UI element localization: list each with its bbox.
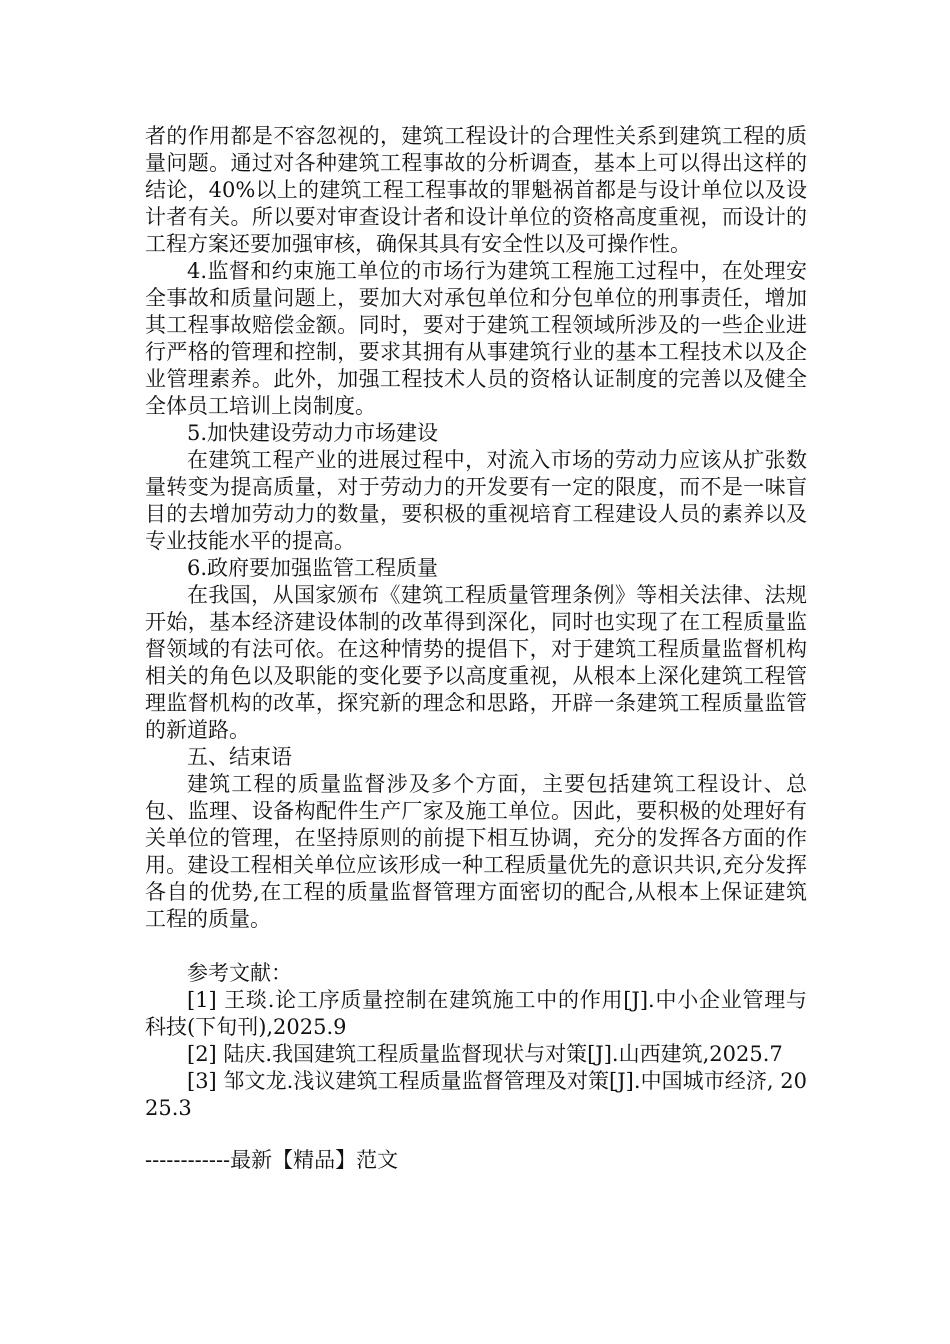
- footer-text: ------------最新【精品】范文: [145, 1148, 399, 1172]
- paragraph-conclusion: 建筑工程的质量监督涉及多个方面，主要包括建筑工程设计、总包、监理、设备构配件生产厂家及施工单位。因此，要积极的处理好有关单位的管理，在坚持原则的前提下相互协调，充分的发挥各方面的作用。建设工程相关单位应该形成一种工程质量优先的意识共识,充分发挥各自的优势,在工程的质量监督管理方面密切的配合,从根本上保证建筑工程的质量。: [145, 772, 807, 931]
- paragraph-supervise-construction-units: 4.监督和约束施工单位的市场行为建筑工程施工过程中，在处理安全事故和质量问题上，要加大对承包单位和分包单位的刑事责任，增加其工程事故赔偿金额。同时，要对于建筑工程领域所涉及的一些企业进行严格的管理和控制，要求其拥有从事建筑行业的基本工程技术以及企业管理素养。此外，加强工程技术人员的资格认证制度的完善以及健全全体员工培训上岗制度。: [145, 259, 807, 418]
- heading-conclusion: 五、结束语: [187, 745, 292, 769]
- paragraph-design-role: 者的作用都是不容忽视的，建筑工程设计的合理性关系到建筑工程的质量问题。通过对各种建筑工程事故的分析调查，基本上可以得出这样的结论，40%以上的建筑工程工程事故的罪魁祸首都是与设计单位以及设计者有关。所以要对审查设计者和设计单位的资格高度重视，而设计的工程方案还要加强审核，确保其具有安全性以及可操作性。: [145, 124, 807, 256]
- reference-item: [2] 陆庆.我国建筑工程质量监督现状与对策[J].山西建筑,2025.7: [187, 1042, 783, 1066]
- spacer: [145, 933, 807, 960]
- document-body: [145, 123, 807, 1122]
- paragraph-government-supervision: 在我国，从国家颁布《建筑工程质量管理条例》等相关法律、法规开始，基本经济建设体制的改革得到深化，同时也实现了在工程质量监督领域的有法可依。在这种情势的提倡下，对于建筑工程质量监督机构相关的角色以及职能的变化要予以高度重视，从根本上深化建筑工程管理监督机构的改革，探究新的理念和思路，开辟一条建筑工程质量监管的新道路。: [145, 583, 807, 742]
- heading-labor-market: 5.加快建设劳动力市场建设: [187, 421, 439, 445]
- reference-item: [3] 邹文龙.浅议建筑工程质量监督管理及对策[J].中国城市经济, 2025.3: [145, 1069, 807, 1120]
- references-heading: 参考文献：: [187, 961, 292, 985]
- paragraph-labor-market: 在建筑工程产业的进展过程中，对流入市场的劳动力应该从扩张数量转变为提高质量，对于劳动力的开发要有一定的限度，而不是一味盲目的去增加劳动力的数量，要积极的重视培育工程建设人员的素养以及专业技能水平的提高。: [145, 448, 807, 553]
- reference-item: [1] 王琰.论工序质量控制在建筑施工中的作用[J].中小企业管理与科技(下旬刊),2025.9: [145, 988, 807, 1039]
- heading-government-supervision: 6.政府要加强监管工程质量: [187, 556, 439, 580]
